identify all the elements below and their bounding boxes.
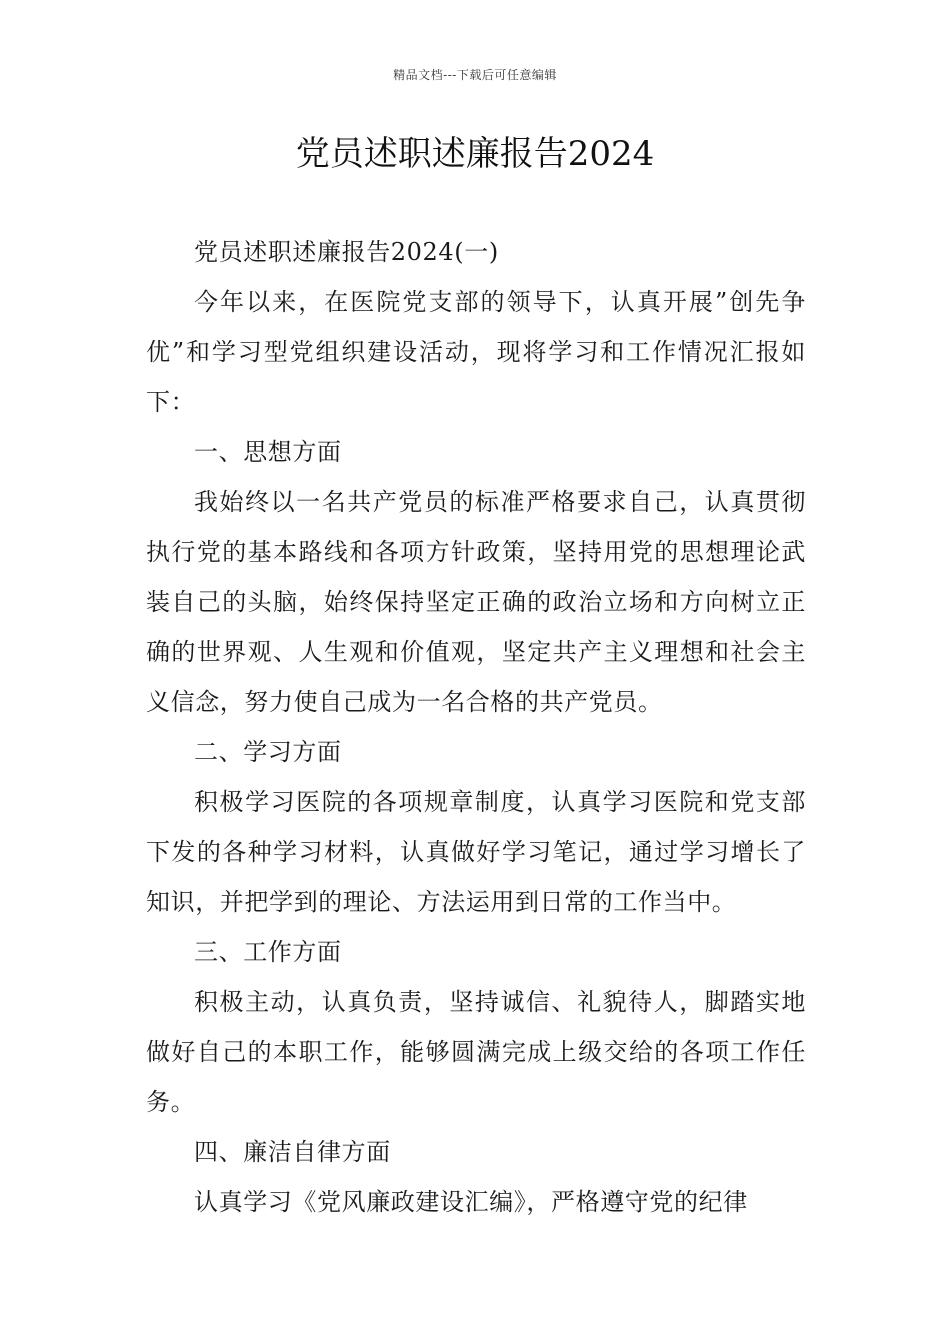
section-heading-thought: 一、思想方面 <box>194 438 342 466</box>
thought-paragraph: 我始终以一名共产党员的标准严格要求自己，认真贯彻执行党的基本路线和各项方针政策，坚持用党的思想理论武装自己的头脑，始终保持坚定正确的政治立场和方向树立正确的世界观、人生观和价值观，坚定共产主义理想和社会主义信念，努力使自己成为一名合格的共产党员。 <box>146 488 806 716</box>
document-body <box>146 227 806 1227</box>
subtitle-paragraph: 党员述职述廉报告2024(一) <box>194 238 499 266</box>
section-heading-work: 三、工作方面 <box>194 938 342 966</box>
study-paragraph: 积极学习医院的各项规章制度，认真学习医院和党支部下发的各种学习材料，认真做好学习笔记，通过学习增长了知识，并把学到的理论、方法运用到日常的工作当中。 <box>146 788 806 916</box>
section-heading-integrity: 四、廉洁自律方面 <box>194 1138 391 1166</box>
document-title: 党员述职述廉报告2024 <box>295 134 655 174</box>
work-paragraph: 积极主动，认真负责，坚持诚信、礼貌待人，脚踏实地做好自己的本职工作，能够圆满完成上级交给的各项工作任务。 <box>146 988 806 1116</box>
intro-paragraph: 今年以来，在医院党支部的领导下，认真开展”创先争优”和学习型党组织建设活动，现将学习和工作情况汇报如下： <box>146 288 806 416</box>
header-note: 精品文档---下载后可任意编辑 <box>393 68 557 82</box>
section-heading-study: 二、学习方面 <box>194 738 342 766</box>
integrity-paragraph: 认真学习《党风廉政建设汇编》，严格遵守党的纪律 <box>194 1188 748 1216</box>
